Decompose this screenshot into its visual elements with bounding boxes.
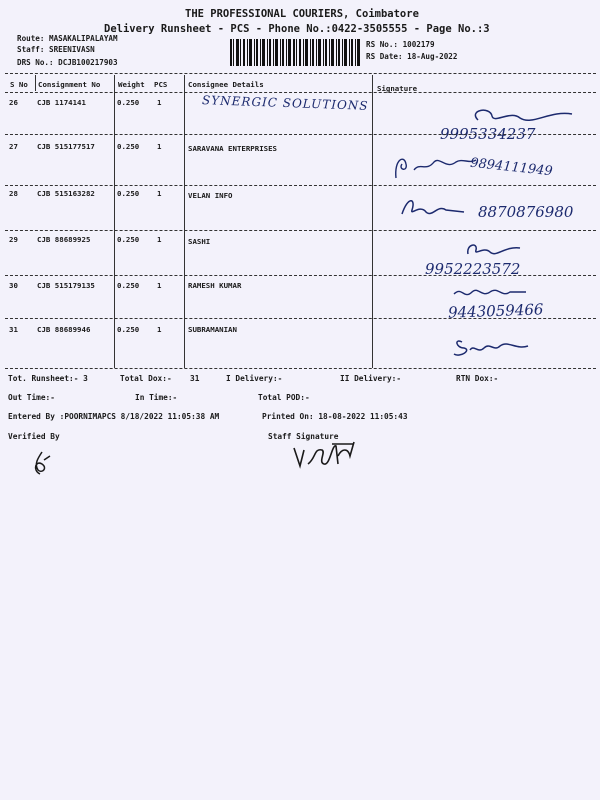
drs-number: DRS No.: DCJB100217903	[17, 58, 118, 67]
col-divider	[114, 75, 115, 368]
row-weight: 0.250	[117, 281, 140, 290]
staff: Staff: SREENIVASN	[17, 45, 95, 54]
route: Route: MASAKALIPALAYAM	[17, 34, 118, 43]
row-consignment: CJB 1174141	[37, 98, 86, 107]
row-sno: 30	[9, 281, 18, 290]
printed-on: Printed On: 18-08-2022 11:05:43	[262, 412, 408, 421]
total-pod: Total POD:-	[258, 393, 310, 402]
handwritten-phone: 9995334237	[440, 125, 536, 143]
row-weight: 0.250	[117, 98, 140, 107]
row-pcs: 1	[157, 98, 162, 107]
row-pcs: 1	[157, 281, 162, 290]
col-divider	[184, 75, 185, 368]
ii-delivery: II Delivery:-	[340, 374, 402, 383]
row-separator	[5, 134, 596, 135]
row-pcs: 1	[157, 235, 162, 244]
col-header-weight: Weight	[118, 80, 145, 89]
row-weight: 0.250	[117, 189, 140, 198]
verified-by: Verified By	[8, 432, 60, 441]
entered-by: Entered By :POORNIMAPCS 8/18/2022 11:05:38 AM	[8, 412, 220, 421]
row-pcs: 1	[157, 189, 162, 198]
handwritten-phone: 9443059466	[447, 300, 544, 322]
row-consignment: CJB 515179135	[37, 281, 95, 290]
col-header-consignee: Consignee Details	[188, 80, 264, 89]
runsheet-subtitle: Delivery Runsheet - PCS - Phone No.:0422-3505555 - Page No.:3	[104, 23, 490, 35]
rs-date: RS Date: 18-Aug-2022	[366, 52, 458, 61]
col-divider	[372, 75, 373, 368]
row-weight: 0.250	[117, 142, 140, 151]
row-consignee: SASHI	[188, 237, 211, 246]
signature-mark	[450, 284, 530, 302]
handwritten-phone: 8870876980	[478, 203, 574, 221]
company-name: THE PROFESSIONAL COURIERS, Coimbatore	[185, 8, 419, 20]
row-sno: 27	[9, 142, 18, 151]
table-top-rule	[5, 73, 596, 74]
handwritten-phone: 9952223572	[425, 260, 521, 278]
in-time: In Time:-	[135, 393, 178, 402]
handwritten-phone: 9894111949	[469, 155, 554, 180]
total-dox-label: Total Dox:-	[120, 374, 172, 383]
row-pcs: 1	[157, 142, 162, 151]
row-consignment: CJB 515163282	[37, 189, 95, 198]
row-sno: 26	[9, 98, 18, 107]
col-header-sno: S No	[10, 80, 28, 89]
row-separator	[5, 230, 596, 231]
row-consignment: CJB 88689925	[37, 235, 91, 244]
row-consignee: VELAN INFO	[188, 191, 233, 200]
verifier-signature	[30, 450, 54, 476]
row-consignee: SARAVANA ENTERPRISES	[188, 144, 277, 153]
row-weight: 0.250	[117, 235, 140, 244]
rs-number: RS No.: 1002179	[366, 40, 435, 49]
signature-mark	[390, 150, 480, 182]
row-pcs: 1	[157, 325, 162, 334]
row-separator	[5, 185, 596, 186]
row-sno: 28	[9, 189, 18, 198]
row-consignment: CJB 515177517	[37, 142, 95, 151]
col-header-consignment: Consignment No	[38, 80, 101, 89]
total-dox-value: 31	[190, 374, 200, 383]
barcode	[230, 39, 360, 66]
row-sno: 31	[9, 325, 18, 334]
row-weight: 0.250	[117, 325, 140, 334]
row-separator	[5, 318, 596, 319]
row-consignee: RAMESH KUMAR	[188, 281, 242, 290]
table-header-rule	[5, 92, 596, 93]
table-bottom-rule	[5, 368, 596, 369]
staff-signature	[292, 438, 356, 472]
row-sno: 29	[9, 235, 18, 244]
i-delivery: I Delivery:-	[226, 374, 283, 383]
col-divider	[35, 75, 36, 91]
total-runsheet: Tot. Runsheet:- 3	[8, 374, 88, 383]
col-header-signature: Signature	[377, 84, 418, 93]
col-header-pcs: PCS	[154, 80, 168, 89]
row-consignment: CJB 88689946	[37, 325, 91, 334]
signature-mark	[398, 194, 468, 220]
rtn-dox: RTN Dox:-	[456, 374, 499, 383]
signature-mark	[464, 238, 524, 260]
handwritten-consignee: SYNERGIC SOLUTIONS	[201, 93, 369, 113]
row-separator	[5, 275, 596, 276]
row-consignee: SUBRAMANIAN	[188, 325, 237, 334]
signature-mark	[452, 334, 532, 360]
staff-signature-label: Staff Signature	[268, 432, 339, 441]
out-time: Out Time:-	[8, 393, 55, 402]
